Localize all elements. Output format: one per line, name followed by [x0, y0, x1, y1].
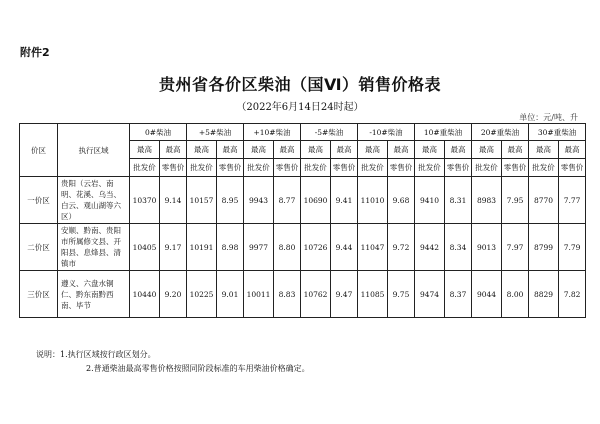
subheader-top: 最高 — [415, 141, 445, 159]
retail-price-cell: 7.77 — [559, 177, 586, 224]
header-fuel: 30#重柴油 — [529, 124, 586, 141]
retail-price-cell: 8.34 — [445, 224, 472, 271]
header-fuel: -5#柴油 — [301, 124, 358, 141]
wholesale-price-cell: 10726 — [301, 224, 331, 271]
wholesale-price-cell: 8770 — [529, 177, 559, 224]
wholesale-price-cell: 9410 — [415, 177, 445, 224]
subheader-top: 最高 — [160, 141, 187, 159]
subheader-retail: 零售价 — [445, 159, 472, 177]
wholesale-price-cell: 9013 — [472, 224, 502, 271]
header-fuel: -10#柴油 — [358, 124, 415, 141]
notes — [36, 348, 310, 376]
subheader-top: 最高 — [388, 141, 415, 159]
wholesale-price-cell: 10225 — [187, 271, 217, 318]
wholesale-price-cell: 10405 — [130, 224, 160, 271]
header-fuel: +5#柴油 — [187, 124, 244, 141]
retail-price-cell: 9.14 — [160, 177, 187, 224]
subheader-retail: 零售价 — [160, 159, 187, 177]
subheader-wholesale: 批发价 — [130, 159, 160, 177]
retail-price-cell: 8.31 — [445, 177, 472, 224]
retail-price-cell: 9.20 — [160, 271, 187, 318]
wholesale-price-cell: 10762 — [301, 271, 331, 318]
retail-price-cell: 9.47 — [331, 271, 358, 318]
retail-price-cell: 8.95 — [217, 177, 244, 224]
region-cell: 三价区 — [20, 271, 58, 318]
wholesale-price-cell: 8799 — [529, 224, 559, 271]
subheader-retail: 零售价 — [331, 159, 358, 177]
subheader-top: 最高 — [187, 141, 217, 159]
subheader-retail: 零售价 — [217, 159, 244, 177]
area-cell: 安顺、黔南、贵阳市所属修文县、开阳县、息烽县、清镇市 — [58, 224, 130, 271]
retail-price-cell: 9.44 — [331, 224, 358, 271]
retail-price-cell: 8.00 — [502, 271, 529, 318]
subheader-wholesale: 批发价 — [358, 159, 388, 177]
subheader-retail: 零售价 — [274, 159, 301, 177]
subheader-retail: 零售价 — [559, 159, 586, 177]
wholesale-price-cell: 11047 — [358, 224, 388, 271]
wholesale-price-cell: 9977 — [244, 224, 274, 271]
wholesale-price-cell: 9442 — [415, 224, 445, 271]
wholesale-price-cell: 10157 — [187, 177, 217, 224]
note-1: 说明：1.执行区域按行政区划分。 — [36, 350, 156, 359]
wholesale-price-cell: 8983 — [472, 177, 502, 224]
subheader-top: 最高 — [358, 141, 388, 159]
wholesale-price-cell: 9943 — [244, 177, 274, 224]
retail-price-cell: 7.79 — [559, 224, 586, 271]
retail-price-cell: 7.95 — [502, 177, 529, 224]
wholesale-price-cell: 11010 — [358, 177, 388, 224]
retail-price-cell: 8.77 — [274, 177, 301, 224]
subheader-top: 最高 — [130, 141, 160, 159]
header-fuel: 10#重柴油 — [415, 124, 472, 141]
wholesale-price-cell: 10690 — [301, 177, 331, 224]
wholesale-price-cell: 10440 — [130, 271, 160, 318]
retail-price-cell: 8.83 — [274, 271, 301, 318]
subheader-top: 最高 — [529, 141, 559, 159]
subheader-top: 最高 — [559, 141, 586, 159]
region-cell: 一价区 — [20, 177, 58, 224]
retail-price-cell: 9.01 — [217, 271, 244, 318]
retail-price-cell: 9.17 — [160, 224, 187, 271]
subheader-wholesale: 批发价 — [187, 159, 217, 177]
attachment-label: 附件2 — [20, 46, 50, 59]
subheader-top: 最高 — [472, 141, 502, 159]
subheader-top: 最高 — [274, 141, 301, 159]
retail-price-cell: 7.97 — [502, 224, 529, 271]
subheader-retail: 零售价 — [388, 159, 415, 177]
wholesale-price-cell: 9044 — [472, 271, 502, 318]
header-fuel: 20#重柴油 — [472, 124, 529, 141]
price-table — [19, 123, 586, 318]
retail-price-cell: 8.80 — [274, 224, 301, 271]
retail-price-cell: 7.82 — [559, 271, 586, 318]
subheader-wholesale: 批发价 — [529, 159, 559, 177]
subheader-top: 最高 — [244, 141, 274, 159]
subheader-top: 最高 — [502, 141, 529, 159]
region-cell: 二价区 — [20, 224, 58, 271]
wholesale-price-cell: 11085 — [358, 271, 388, 318]
retail-price-cell: 8.98 — [217, 224, 244, 271]
retail-price-cell: 8.37 — [445, 271, 472, 318]
wholesale-price-cell: 8829 — [529, 271, 559, 318]
document-subtitle: （2022年6月14日24时起） — [236, 102, 364, 113]
subheader-wholesale: 批发价 — [472, 159, 502, 177]
retail-price-cell: 9.75 — [388, 271, 415, 318]
document-title: 贵州省各价区柴油（国Ⅵ）销售价格表 — [158, 75, 442, 94]
header-fuel: +10#柴油 — [244, 124, 301, 141]
subheader-wholesale: 批发价 — [415, 159, 445, 177]
note-2: 2.普通柴油最高零售价格按照同阶段标准的车用柴油价格确定。 — [86, 364, 310, 373]
wholesale-price-cell: 10011 — [244, 271, 274, 318]
area-cell: 遵义、六盘水铜仁、黔东南黔西南、毕节 — [58, 271, 130, 318]
wholesale-price-cell: 10370 — [130, 177, 160, 224]
subheader-wholesale: 批发价 — [301, 159, 331, 177]
retail-price-cell: 9.72 — [388, 224, 415, 271]
wholesale-price-cell: 9474 — [415, 271, 445, 318]
retail-price-cell: 9.41 — [331, 177, 358, 224]
retail-price-cell: 9.68 — [388, 177, 415, 224]
area-cell: 贵阳（云岩、南明、花溪、乌当、白云、观山湖等六区） — [58, 177, 130, 224]
subheader-top: 最高 — [331, 141, 358, 159]
header-area: 执行区域 — [58, 124, 130, 177]
header-region: 价区 — [20, 124, 58, 177]
subheader-retail: 零售价 — [502, 159, 529, 177]
subheader-top: 最高 — [445, 141, 472, 159]
unit-label: 单位：元/吨、升 — [519, 113, 578, 122]
wholesale-price-cell: 10191 — [187, 224, 217, 271]
subheader-top: 最高 — [301, 141, 331, 159]
header-fuel: 0#柴油 — [130, 124, 187, 141]
subheader-top: 最高 — [217, 141, 244, 159]
subheader-wholesale: 批发价 — [244, 159, 274, 177]
